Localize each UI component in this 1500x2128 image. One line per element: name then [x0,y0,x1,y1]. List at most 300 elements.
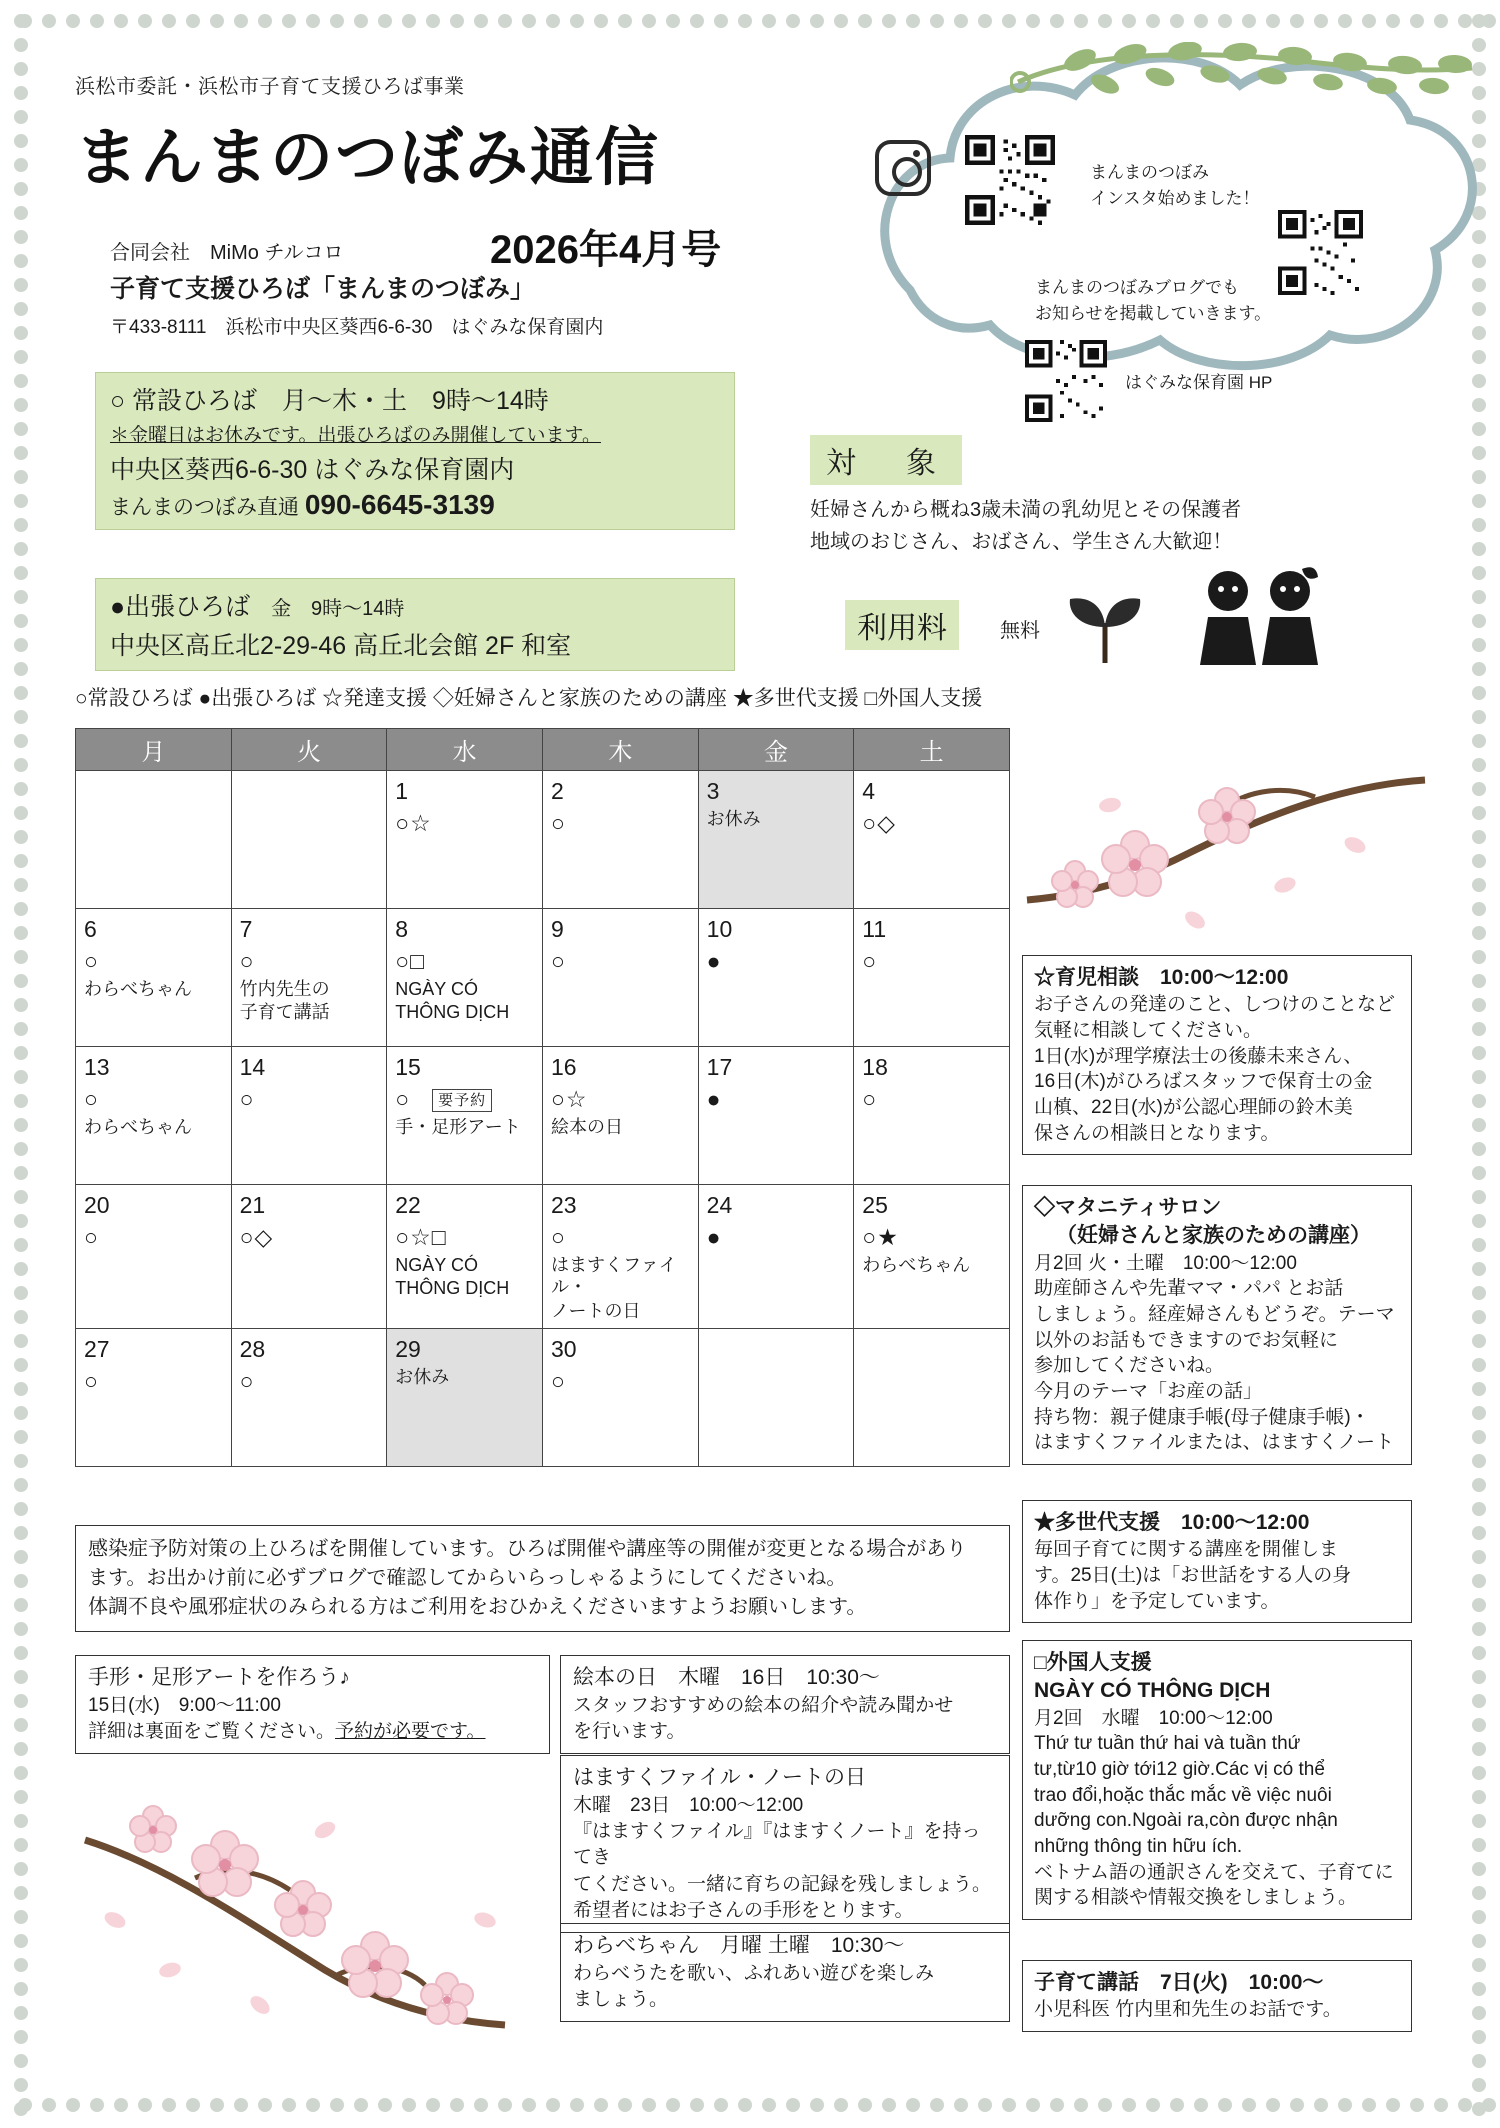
decor-dot [1472,1598,1486,1612]
decor-dot [1472,1382,1486,1396]
decor-dot [1472,1118,1486,1132]
calendar-day-cell[interactable] [543,1185,699,1329]
calendar-day-marks: ○ [551,1368,566,1395]
decor-dot [14,230,28,244]
calendar-day-cell[interactable] [854,909,1010,1047]
decor-dot [14,1526,28,1540]
calendar-day-event: 手・足形アート [395,1116,521,1137]
notice-line2: ます。お出かけ前に必ずブログで確認してからいらっしゃるようにしてくださいね。 [88,1567,847,1589]
decor-dot [1472,1574,1486,1588]
calendar-day-cell[interactable] [698,771,854,909]
decor-dot [1472,1094,1486,1108]
decor-dot [714,14,728,28]
qr-instagram[interactable] [965,135,1055,230]
decor-dot [14,182,28,196]
decor-dot [1472,1454,1486,1468]
decor-dot [1242,14,1256,28]
calendar-day-number: 20 [84,1192,110,1218]
decor-dot [1472,1550,1486,1564]
decor-dot [1472,926,1486,940]
decor-dot [474,2098,488,2112]
calendar-day-event: THÔNG DỊCH [395,1002,510,1023]
tasedai-l3: 体作り」を予定しています。 [1034,1590,1280,1612]
decor-dot [426,14,440,28]
tasedai-title: ★多世代支援 10:00～12:00 [1034,1511,1310,1534]
decor-dot [14,2054,28,2068]
decor-dot [1472,1406,1486,1420]
decor-dot [14,1094,28,1108]
shucchou-line1 [110,587,720,623]
decor-dot [1472,14,1486,28]
calendar-day-cell[interactable] [76,1185,232,1329]
calendar-day-cell[interactable] [387,1185,543,1329]
calendar-day-cell[interactable] [76,1047,232,1185]
decor-dot [14,1742,28,1756]
calendar-day-number: 10 [706,916,733,942]
decor-dot [14,2078,28,2092]
calendar-day-number: 22 [395,1192,421,1218]
decor-dot [762,14,776,28]
decor-dot [1472,2030,1486,2044]
decor-dot [306,2098,320,2112]
tasedai-l2: す。25日(土)は「お世話をする人の身 [1034,1564,1352,1586]
maternity-l1: 月2回 火・土曜 10:00～12:00 [1034,1252,1297,1274]
maternity-l4: 以外のお話もできますのでお気軽に [1034,1329,1339,1351]
sakura-branch-decoration-top [1015,745,1435,945]
calendar-day-number: 28 [239,1336,266,1363]
ikuji-l2: 気軽に相談してください。 [1034,1019,1263,1041]
decor-dot [14,1286,28,1300]
decor-dot [14,662,28,676]
decor-dot [14,1694,28,1708]
taisho-title: 対 象 [810,435,962,485]
decor-dot [426,2098,440,2112]
decor-dot [14,734,28,748]
gaikokujin-l5: dưỡng con.Ngoài ra,còn được nhận [1034,1810,1338,1832]
decor-dot [1472,542,1486,556]
decor-dot [906,14,920,28]
decor-dot [14,830,28,844]
decor-dot [14,1358,28,1372]
kouwa-l1: 小児科医 竹内里和先生のお話です。 [1034,1999,1342,2021]
calendar-body [76,771,1010,1467]
decor-dot [1472,446,1486,460]
calendar-day-cell[interactable] [854,771,1010,909]
decor-dot [1472,1334,1486,1348]
decor-dot [14,782,28,796]
decor-dot [14,1550,28,1564]
ikuji-l4: 16日(木)がひろばスタッフで保育士の金 [1034,1071,1373,1093]
calendar-day-marks: ○ [551,1223,566,1250]
maternity-l5: 参加してくださいね。 [1034,1355,1225,1377]
decor-dot [570,14,584,28]
decor-dot [522,14,536,28]
decor-dot [1472,710,1486,724]
decor-dot [14,326,28,340]
kosodate-kouwa-box [1022,1960,1412,2032]
decor-dot [14,1262,28,1276]
jousetsu-tel: 090-6645-3139 [304,489,495,520]
calendar-day-marks: ○◇ [862,809,896,836]
calendar-day-marks: ○□ [395,947,426,974]
decor-dot [14,1022,28,1036]
decor-dot [14,1334,28,1348]
tasedai-box [1022,1500,1412,1623]
calendar-day-marks: ○ [862,947,878,974]
decor-dot [474,14,488,28]
decor-dot [1472,590,1486,604]
shucchou-title: ●出張ひろば [110,593,251,621]
calendar-day-cell[interactable] [698,1185,854,1329]
calendar-day-number: 21 [239,1192,266,1218]
calendar-day-event: 子育て講話 [239,1002,330,1023]
decor-dot [114,14,128,28]
kouwa-title: 子育て講話 7日(火) 10:00～ [1034,1971,1324,1994]
calendar-day-marks: ● [706,1085,722,1112]
decor-dot [186,14,200,28]
decor-dot [834,14,848,28]
decor-dot [282,2098,296,2112]
decor-dot [1472,1910,1486,1924]
decor-dot [1194,2098,1208,2112]
decor-dot [1472,1742,1486,1756]
decor-dot [14,1598,28,1612]
calendar-day-event: わらべちゃん [84,1116,192,1137]
decor-dot [1472,878,1486,892]
decor-dot [14,854,28,868]
shucchou-address: 中央区高丘北2-29-46 高丘北会館 2F 和室 [110,632,572,660]
maternity-title: ◇マタニティサロン [1034,1196,1222,1219]
ehon-title: 絵本の日 木曜 16日 10:30～ [573,1666,880,1689]
decor-dot [546,2098,560,2112]
decor-dot [1472,1214,1486,1228]
decor-dot [1266,14,1280,28]
decor-dot [90,2098,104,2112]
decor-dot [1472,2078,1486,2092]
decor-dot [930,2098,944,2112]
decor-dots-bottom [18,2098,1496,2112]
calendar-day-cell[interactable] [231,909,387,1047]
decor-dot [90,14,104,28]
decor-dot [1472,398,1486,412]
decor-dot [14,1502,28,1516]
qr-label-line1: はぐみな保育園 HP [1125,373,1273,392]
ehon-line1: スタッフおすすめの絵本の紹介や読み聞かせ [573,1694,954,1716]
decor-dot [858,2098,872,2112]
calendar-day-marks: ○ [239,1368,255,1395]
decor-dot [378,2098,392,2112]
calendar-day-cell[interactable] [231,771,387,909]
calendar-day-number: 15 [395,1054,421,1080]
legend: ○常設ひろば ●出張ひろば ☆発達支援 ◇妊婦さんと家族のための講座 ★多世代支援 □外国人支援 [75,687,983,710]
decor-dot [330,14,344,28]
maternity-l2: 助産師さんや先輩ママ・パパ とお話 [1034,1278,1344,1300]
calendar-day-number: 1 [395,778,409,804]
decor-dot [162,14,176,28]
calendar-day-marks: ○◇ [239,1223,274,1250]
tasedai-l1: 毎回子育てに関する講座を開催しま [1034,1539,1339,1561]
calendar-day-cell[interactable] [387,909,543,1047]
decor-dot [14,1118,28,1132]
decor-dot [14,134,28,148]
decor-dot [14,62,28,76]
decor-dot [402,14,416,28]
calendar-day-event: THÔNG DỊCH [395,1278,510,1299]
decor-dot [1472,422,1486,436]
decor-dot [1002,2098,1016,2112]
decor-dot [1472,2054,1486,2068]
calendar-weekday-header: 土 [854,729,1010,771]
calendar-day-cell[interactable] [76,909,232,1047]
jousetsu-address: 中央区葵西6-6-30 はぐみな保育園内 [110,456,515,484]
decor-dot [14,902,28,916]
decor-dot [14,1430,28,1444]
decor-dot [1026,2098,1040,2112]
decor-dot [642,2098,656,2112]
decor-dot [1472,566,1486,580]
decor-dot [210,2098,224,2112]
calendar-day-number: 29 [395,1336,421,1363]
qr-code-icon [1278,210,1363,295]
decor-dot [1472,2006,1486,2020]
decor-dot [1122,2098,1136,2112]
qr-label-line1: まんまのつぼみ [1090,163,1209,182]
decor-dot [522,2098,536,2112]
decor-dot [14,1646,28,1660]
decor-dot [14,1142,28,1156]
hamasuku-line3: てください。一緒に育ちの記録を残しましょう。 [573,1873,992,1895]
gaikokujin-box [1022,1640,1412,1920]
ehon-box [560,1655,1010,1754]
decor-dot [14,1814,28,1828]
decor-dot [14,590,28,604]
gaikokujin-l6: những thông tin hữu ích. [1034,1835,1243,1857]
calendar-day-number: 24 [706,1192,733,1218]
org-company: 合同会社 MiMo チルコロ [110,242,344,264]
calendar-day-cell[interactable] [76,1329,232,1467]
hamasuku-box [560,1755,1010,1933]
gaikokujin-l4: trao đổi,hoặc thắc mắc về việc nuôi [1034,1784,1332,1806]
warabe-box [560,1923,1010,2022]
decor-dot [14,1070,28,1084]
calendar-weekday-header: 水 [387,729,543,771]
calendar-day-marks: ○☆ [395,809,432,836]
decor-dot [42,2098,56,2112]
decor-dot [1098,14,1112,28]
decor-dot [1290,14,1304,28]
gaikokujin-l7: ベトナム語の通訳さんを交えて、子育てに [1034,1861,1394,1883]
decor-dot [882,2098,896,2112]
decor-dot [1026,14,1040,28]
notice-line3: 体調不良や風邪症状のみられる方はご利用をおひかえくださいますようお願いします。 [88,1596,867,1618]
riyou-title: 利用料 [845,600,959,650]
decor-dot [14,2102,28,2116]
decor-dot [14,38,28,52]
warabe-line2: ましょう。 [573,1989,669,2011]
calendar-day-number: 3 [706,778,720,804]
decor-dot [1266,2098,1280,2112]
decor-dot [14,158,28,172]
calendar-week-row [76,1185,1010,1329]
qr-hagumina[interactable] [1025,340,1107,427]
decor-dot [1472,1166,1486,1180]
decor-dot [666,2098,680,2112]
decor-dot [738,14,752,28]
jousetsu-note: ＊金曜日はお休みです。出張ひろばのみ開催しています。 [110,425,601,446]
decor-dot [42,14,56,28]
page-header [75,70,835,198]
calendar-day-marks: ○ [84,947,99,974]
decor-dot [810,14,824,28]
decor-dot [14,806,28,820]
decor-dot [930,14,944,28]
decor-dot [14,758,28,772]
gaikokujin-l1: 月2回 水曜 10:00～12:00 [1034,1707,1273,1729]
calendar-day-event: 絵本の日 [551,1116,624,1137]
org-name: 子育て支援ひろば「まんまのつぼみ」 [110,275,536,303]
calendar-day-cell[interactable] [387,1329,543,1467]
calendar-day-cell[interactable] [76,771,232,909]
decor-dot [306,14,320,28]
calendar-day-cell[interactable] [854,1329,1010,1467]
notice-box [75,1525,1010,1632]
decor-dot [978,14,992,28]
decor-dot [14,374,28,388]
decor-dot [1472,662,1486,676]
qr-code-icon [965,135,1055,225]
qr-label-line2: インスタ始めました！ [1090,188,1260,208]
calendar-day-marks: ○★ [862,1223,899,1250]
tegata-tail-underline: 予約が必要です。 [335,1721,486,1743]
decor-dot [14,1574,28,1588]
calendar-day-cell[interactable] [543,1329,699,1467]
decor-dot [1410,2098,1424,2112]
decor-dot [714,2098,728,2112]
calendar-day-number: 25 [862,1192,888,1218]
calendar-day-cell[interactable] [854,1047,1010,1185]
calendar-day-number: 17 [706,1054,733,1080]
calendar-day-cell[interactable] [231,1047,387,1185]
decor-dot [14,638,28,652]
decor-dot [1472,2102,1486,2116]
decor-dot [14,422,28,436]
calendar-day-marks: ○☆□ [395,1223,447,1250]
decor-dot [14,1310,28,1324]
taisho-line1: 妊婦さんから概ね3歳未満の乳幼児とその保護者 [810,499,1242,521]
calendar-header-row [76,729,1010,771]
calendar-day-event: わらべちゃん [84,978,192,999]
calendar-day-cell[interactable] [231,1185,387,1329]
decor-dot [1472,1430,1486,1444]
decor-dot [1472,854,1486,868]
qr-code-icon [1025,340,1107,422]
decor-dot [1472,830,1486,844]
calendar-day-cell[interactable] [387,1047,543,1185]
decor-dot [14,710,28,724]
decor-dot [1472,1070,1486,1084]
jousetsu-tel-label: まんまのつぼみ直通 [110,496,299,519]
sakura-branch-decoration [75,1770,545,2040]
reservation-badge: 要予約 [432,1089,492,1113]
decor-dot [1472,734,1486,748]
ikuji-l6: 保さんの相談日となります。 [1034,1122,1280,1144]
calendar-week-row [76,1329,1010,1467]
decor-dot [1472,1838,1486,1852]
decor-dot [14,206,28,220]
calendar-day-cell[interactable] [543,1047,699,1185]
decor-dot [1472,518,1486,532]
decor-dot [14,998,28,1012]
calendar-day-cell[interactable] [698,1329,854,1467]
decor-dot [1386,14,1400,28]
decor-dot [1472,1934,1486,1948]
calendar-day-cell[interactable] [543,771,699,909]
decor-dot [354,14,368,28]
leaf-vine-icon [1010,42,1480,112]
organization-block [110,238,750,342]
decor-dot [882,14,896,28]
tegata-title: 手形・足形アートを作ろう♪ [88,1666,350,1689]
calendar-day-cell[interactable] [698,1047,854,1185]
decor-dot [1170,2098,1184,2112]
ikuji-l3: 1日(水)が理学療法士の後藤未来さん、 [1034,1045,1363,1067]
decor-dot [14,470,28,484]
decor-dot [1472,1982,1486,1996]
ehon-line2: を行います。 [573,1721,686,1743]
maternity-l6: 今月のテーマ「お産の話」 [1034,1380,1263,1402]
decor-dot [14,2006,28,2020]
decor-dot [1458,2098,1472,2112]
decor-dot [14,398,28,412]
ikuji-title: ☆育児相談 10:00～12:00 [1034,966,1289,989]
decor-dot [1472,1286,1486,1300]
decor-dot [1472,1694,1486,1708]
decor-dot [14,1214,28,1228]
decor-dot [14,1478,28,1492]
hamasuku-title: はますくファイル・ノートの日 [573,1766,866,1789]
calendar-day-cell[interactable] [231,1329,387,1467]
decor-dot [14,950,28,964]
decor-dot [14,1454,28,1468]
decor-dot [14,446,28,460]
jousetsu-line1: ○ 常設ひろば 月～木・土 9時～14時 [110,387,549,415]
decor-dots-left [14,14,28,2116]
decor-dot [14,1670,28,1684]
decor-dot [834,2098,848,2112]
qr-blog[interactable] [1278,210,1363,300]
decor-dot [14,566,28,580]
calendar-day-cell[interactable] [698,909,854,1047]
warabe-line1: わらべうたを歌い、ふれあい遊びを楽しみ [573,1962,935,1984]
decor-dot [1472,1526,1486,1540]
calendar-day-cell[interactable] [543,909,699,1047]
warabe-title: わらべちゃん 月曜 土曜 10:30～ [573,1934,905,1957]
calendar-day-cell[interactable] [854,1185,1010,1329]
decor-dot [14,302,28,316]
decor-dot [1472,1766,1486,1780]
decor-dot [14,878,28,892]
decor-dot [14,1934,28,1948]
decor-dot [14,254,28,268]
calendar-day-marks: ○ [84,1223,99,1250]
decor-dot [1472,638,1486,652]
maternity-subtitle: （妊婦さんと家族のための講座） [1056,1224,1371,1248]
decor-dot [546,14,560,28]
decor-dot [1338,14,1352,28]
calendar-day-event: NGÀY CÓ [395,978,478,999]
decor-dot [570,2098,584,2112]
calendar-day-cell[interactable] [387,771,543,909]
